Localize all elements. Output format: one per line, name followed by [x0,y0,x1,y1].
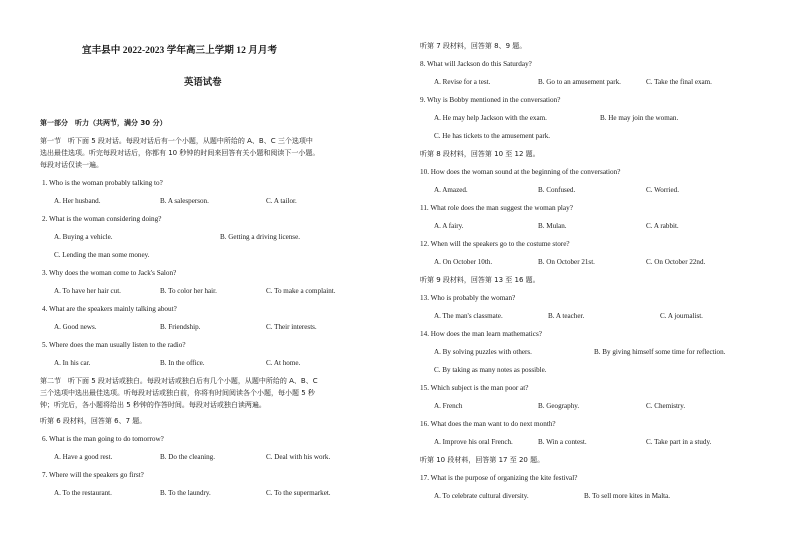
section2-intro-line: 钟；听完后，各小题将给出 5 秒钟的作答时间。每段对话或独白读两遍。 [40,401,266,409]
option-a: A. By solving puzzles with others. [434,348,532,356]
option-a: A. He may help Jackson with the exam. [434,114,547,122]
option-c: C. Lending the man some money. [54,251,150,259]
option-c: C. A rabbit. [646,222,679,230]
question: 8. What will Jackson do this Saturday? [420,60,532,68]
option-a: A. Improve his oral French. [434,438,513,446]
option-a: A. To have her hair cut. [54,287,121,295]
option-b: B. To sell more kites in Malta. [584,492,671,500]
question: 16. What does the man want to do next month? [420,420,556,428]
question: 15. Which subject is the man poor at? [420,384,529,392]
option-c: C. Chemistry. [646,402,686,410]
question: 2. What is the woman considering doing? [42,215,162,223]
option-a: A. Revise for a test. [434,78,491,86]
option-c: C. Their interests. [266,323,317,331]
option-c: C. Worried. [646,186,679,194]
part1-heading: 第一部分 听力（共两节，满分 30 分） [40,119,167,127]
option-b: B. Mulan. [538,222,567,230]
question: 1. Who is the woman probably talking to? [42,179,163,187]
section1-intro-line: 每段对话仅读一遍。 [40,161,103,169]
option-a: A. In his car. [54,359,91,367]
option-c: C. To make a complaint. [266,287,336,295]
question: 6. What is the man going to do tomorrow? [42,435,164,443]
option-b: B. Getting a driving license. [220,233,300,241]
option-a: A. French [434,402,463,410]
option-b: B. A salesperson. [160,197,209,205]
option-b: B. Geography. [538,402,580,410]
material-heading: 听第 7 段材料，回答第 8、9 题。 [420,42,527,50]
option-a: A. Amazed. [434,186,468,194]
option-c: C. To the supermarket. [266,489,331,497]
question: 11. What role does the man suggest the woman play? [420,204,573,212]
option-a: A. Good news. [54,323,97,331]
option-b: B. Confused. [538,186,576,194]
option-b: B. Win a contest. [538,438,587,446]
question: 7. Where will the speakers go first? [42,471,144,479]
option-b: B. To the laundry. [160,489,211,497]
question: 13. Who is probably the woman? [420,294,516,302]
section1-intro-line: 选出最佳选项。听完每段对话后，你都有 10 秒钟的时间来回答有关小题和阅读下一小题。 [40,149,320,157]
option-b: B. A teacher. [548,312,585,320]
material-heading: 听第 8 段材料，回答第 10 至 12 题。 [420,150,540,158]
option-b: B. He may join the woman. [600,114,679,122]
option-c: C. By taking as many notes as possible. [434,366,547,374]
option-c: C. He has tickets to the amusement park. [434,132,551,140]
option-c: C. A journalist. [660,312,703,320]
option-b: B. On October 21st. [538,258,595,266]
option-b: B. Do the cleaning. [160,453,215,461]
option-a: A. Buying a vehicle. [54,233,113,241]
option-a: A. The man's classmate. [434,312,503,320]
option-a: A. On October 10th. [434,258,493,266]
question: 14. How does the man learn mathematics? [420,330,542,338]
option-c: C. At home. [266,359,301,367]
question: 3. Why does the woman come to Jack's Salon? [42,269,177,277]
exam-subtitle: 英语试卷 [184,78,222,88]
material-heading: 听第 6 段材料，回答第 6、7 题。 [40,417,147,425]
option-b: B. Friendship. [160,323,201,331]
option-b: B. By giving himself some time for reflection. [594,348,726,356]
material-heading: 听第 10 段材料，回答第 17 至 20 题。 [420,456,545,464]
question: 10. How does the woman sound at the beginning of the conversation? [420,168,621,176]
material-heading: 听第 9 段材料，回答第 13 至 16 题。 [420,276,540,284]
question: 17. What is the purpose of organizing the kite festival? [420,474,578,482]
section2-intro-line: 第二节 听下面 5 段对话或独白。每段对话或独白后有几个小题，从题中所给的 A、B、C [40,377,318,385]
option-a: A. A fairy. [434,222,464,230]
exam-title: 宜丰县中 2022-2023 学年高三上学期 12 月月考 [82,45,278,56]
option-a: A. To celebrate cultural diversity. [434,492,529,500]
option-a: A. Her husband. [54,197,101,205]
question: 9. Why is Bobby mentioned in the conversation? [420,96,561,104]
option-b: B. To color her hair. [160,287,217,295]
option-b: B. In the office. [160,359,205,367]
option-a: A. To the restaurant. [54,489,112,497]
option-b: B. Go to an amusement park. [538,78,621,86]
option-c: C. Deal with his work. [266,453,331,461]
question: 12. When will the speakers go to the costume store? [420,240,570,248]
option-c: C. A tailor. [266,197,297,205]
option-c: C. Take the final exam. [646,78,712,86]
option-c: C. On October 22nd. [646,258,706,266]
question: 4. What are the speakers mainly talking about? [42,305,177,313]
question: 5. Where does the man usually listen to the radio? [42,341,186,349]
option-a: A. Have a good rest. [54,453,113,461]
option-c: C. Take part in a study. [646,438,712,446]
section2-intro-line: 三个选项中选出最佳选项。听每段对话或独白前，你将有时间阅读各个小题，每小题 5 秒 [40,389,315,397]
section1-intro-line: 第一节 听下面 5 段对话。每段对话后有一个小题，从题中所给的 A、B、C 三个选项中 [40,137,313,145]
